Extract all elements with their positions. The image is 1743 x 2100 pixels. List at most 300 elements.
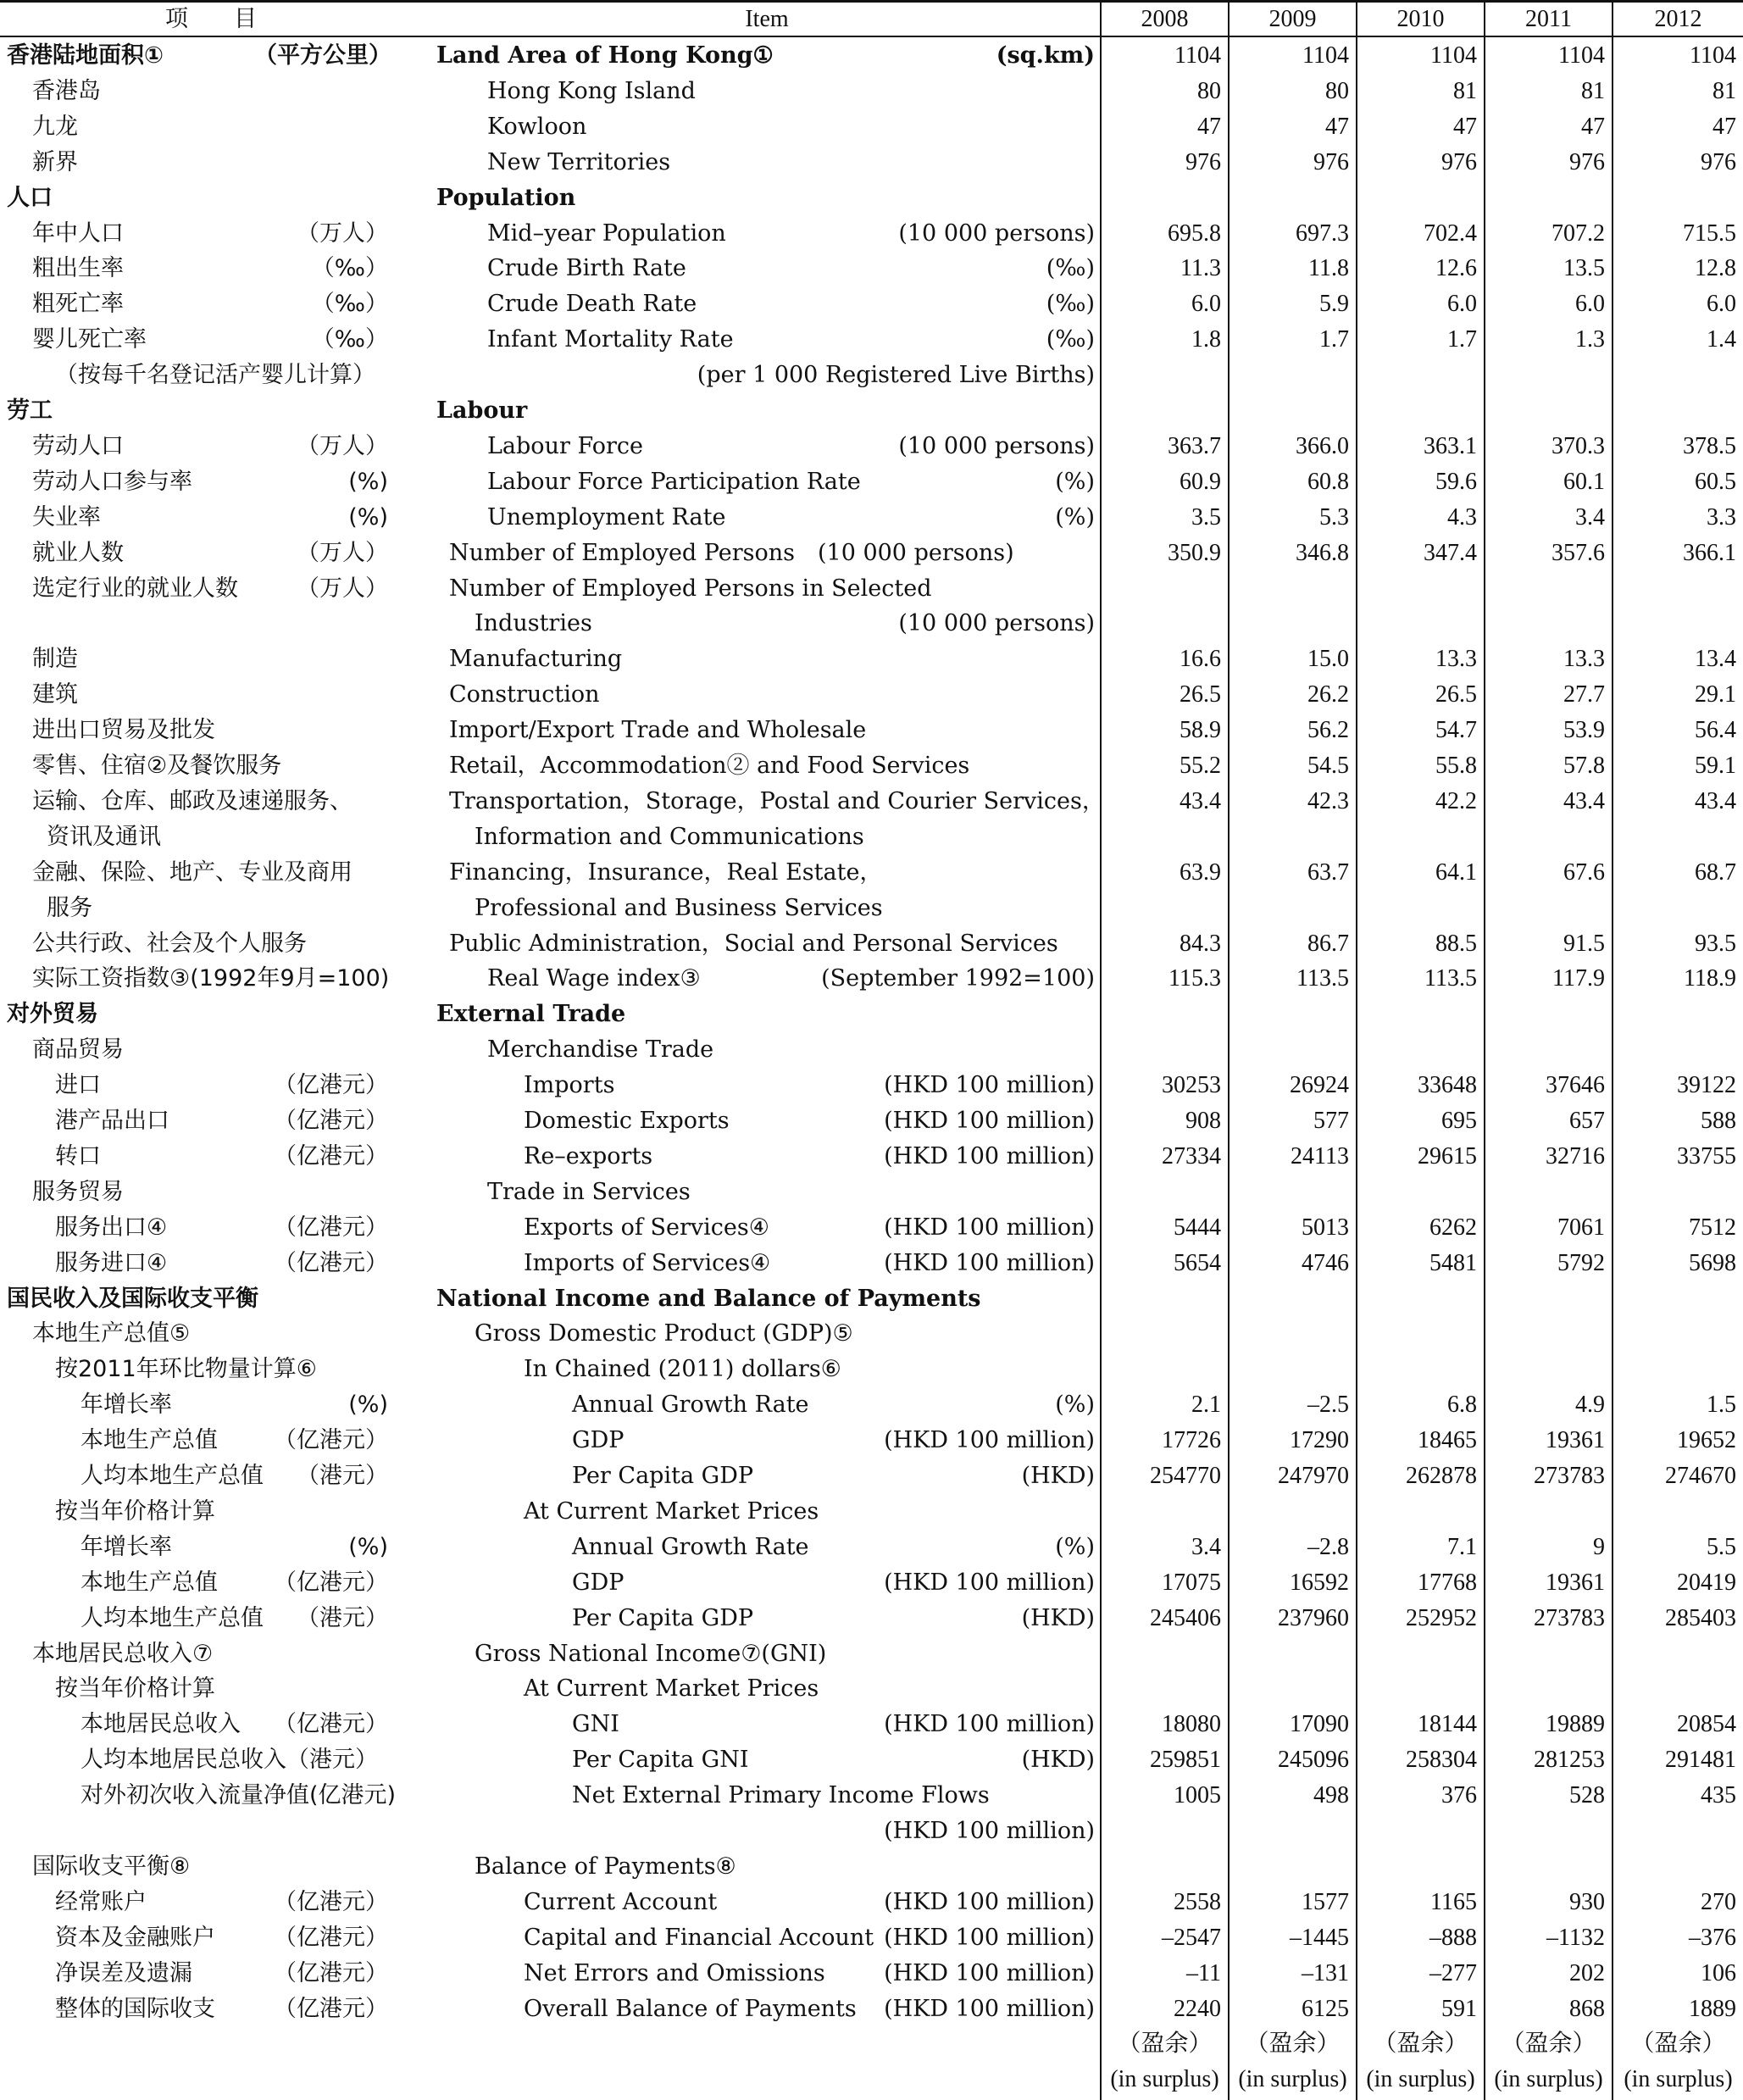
row-unit-en: (HKD 100 million)	[884, 1959, 1095, 1986]
row-value: 26.2	[1307, 681, 1349, 708]
row-label-zh: 港产品出口	[55, 1108, 169, 1134]
row-label-en: Labour Force	[487, 432, 643, 459]
row-label-en: Kowloon	[487, 113, 587, 140]
row-label-zh: 商品贸易	[32, 1036, 124, 1064]
row-value: （盈余）	[1630, 2031, 1726, 2058]
row-value: 695	[1441, 1108, 1477, 1134]
row-unit-zh: （亿港元）	[274, 1142, 388, 1169]
row-value: 350.9	[1168, 539, 1221, 566]
row-unit-en: (10 000 persons)	[898, 432, 1095, 459]
row-label-en: GNI	[572, 1711, 619, 1738]
row-label-en: Gross Domestic Product (GDP)⑤	[475, 1320, 853, 1347]
row-label-zh: 就业人数	[32, 539, 124, 566]
row-value: 258304	[1406, 1747, 1477, 1774]
row-value: 2558	[1174, 1888, 1221, 1915]
row-value: 2.1	[1191, 1392, 1221, 1419]
row-label-zh: 本地生产总值	[80, 1427, 218, 1454]
row-value: (in surplus)	[1494, 2066, 1603, 2093]
row-label-zh: 资本及金融账户	[55, 1924, 215, 1951]
row-value: –2.8	[1307, 1533, 1349, 1560]
row-label-en: Infant Mortality Rate	[487, 326, 734, 353]
row-value: 60.8	[1307, 468, 1349, 495]
row-value: 30253	[1162, 1072, 1221, 1099]
row-value: 16.6	[1180, 646, 1221, 673]
row-label-zh: 建筑	[32, 681, 78, 708]
row-unit-zh: （亿港元）	[274, 1959, 388, 1986]
table-row	[0, 1032, 1743, 1068]
row-label-zh: 按2011年环比物量计算⑥	[55, 1356, 317, 1383]
table-row	[0, 961, 1743, 997]
table-row	[0, 2062, 1743, 2097]
table-row	[0, 429, 1743, 464]
table-row	[0, 2026, 1743, 2062]
row-value: 4.9	[1575, 1392, 1605, 1419]
row-unit-en: (HKD 100 million)	[884, 1924, 1095, 1951]
row-label-en: Hong Kong Island	[487, 77, 696, 104]
row-value: (in surplus)	[1366, 2066, 1475, 2093]
row-value: 976	[1701, 148, 1736, 175]
row-unit-en: (10 000 persons)	[898, 610, 1095, 637]
header-year: 2012	[1654, 6, 1702, 32]
row-value: 4.3	[1447, 503, 1477, 531]
row-label-zh: 香港岛	[32, 77, 101, 104]
row-label-en: Crude Death Rate	[487, 291, 697, 318]
row-value: 26.5	[1435, 681, 1477, 708]
row-value: （盈余）	[1501, 2031, 1596, 2058]
row-label-en: Financing，Insurance，Real Estate，	[449, 858, 883, 886]
row-value: 3.4	[1191, 1533, 1221, 1560]
header-item-en: Item	[745, 6, 789, 32]
table-row	[0, 891, 1743, 926]
row-value: 245096	[1278, 1747, 1349, 1774]
row-value: 274670	[1665, 1463, 1736, 1489]
table-row	[0, 74, 1743, 109]
row-label-en: National Income and Balance of Payments	[436, 1285, 981, 1312]
row-value: 56.4	[1695, 717, 1736, 744]
row-label-zh: 进出口贸易及批发	[32, 717, 215, 744]
row-value: 270	[1701, 1888, 1736, 1915]
table-row	[0, 1246, 1743, 1281]
row-unit-en: (sq.km)	[996, 42, 1095, 69]
row-unit-zh: （亿港元）	[274, 1924, 388, 1951]
row-value: 273783	[1534, 1604, 1605, 1631]
row-value: 1.5	[1707, 1392, 1736, 1419]
table-row	[0, 1068, 1743, 1103]
header-year: 2011	[1525, 6, 1572, 32]
row-unit-zh: （平方公里）	[254, 42, 391, 69]
row-value: 86.7	[1307, 930, 1349, 957]
row-value: 5.3	[1319, 503, 1349, 531]
row-label-en: Crude Birth Rate	[487, 255, 686, 282]
row-label-en: Import/Export Trade and Wholesale	[449, 717, 867, 744]
row-label-zh: （按每千名登记活产婴儿计算）	[55, 362, 375, 389]
row-unit-en: (HKD)	[1021, 1604, 1095, 1631]
table-row	[0, 1210, 1743, 1246]
row-value: 32716	[1546, 1142, 1605, 1169]
row-label-zh: 人均本地生产总值	[80, 1604, 264, 1631]
table-row	[0, 1814, 1743, 1849]
row-value: 9	[1593, 1533, 1605, 1560]
row-value: 6.8	[1447, 1392, 1477, 1419]
row-value: 64.1	[1435, 858, 1477, 886]
row-unit-zh: （亿港元）	[274, 1249, 388, 1276]
row-value: 707.2	[1551, 219, 1605, 247]
row-value: 19652	[1677, 1427, 1736, 1454]
row-unit-zh: (%)	[348, 503, 388, 531]
row-value: 53.9	[1563, 717, 1605, 744]
row-value: 528	[1569, 1782, 1605, 1809]
table-row	[0, 997, 1743, 1032]
row-unit-en: (HKD 100 million)	[884, 1214, 1095, 1241]
row-label-en: Mid–year Population	[487, 219, 726, 247]
table-row	[0, 713, 1743, 748]
table-row	[0, 181, 1743, 216]
row-value: 17768	[1418, 1569, 1477, 1596]
row-value: 378.5	[1683, 432, 1736, 459]
row-value: 245406	[1150, 1604, 1221, 1631]
row-label-en: Net Errors and Omissions	[524, 1959, 825, 1986]
row-label-en: Re–exports	[524, 1142, 653, 1169]
row-label-zh: 香港陆地面积①	[7, 42, 164, 69]
row-value: 346.8	[1296, 539, 1349, 566]
row-value: 18080	[1162, 1711, 1221, 1738]
row-label-en: Retail，Accommodation② and Food Services	[449, 753, 970, 779]
table-row	[0, 642, 1743, 677]
row-label-zh: 年中人口	[32, 219, 124, 247]
row-label-zh: 服务贸易	[32, 1178, 124, 1205]
row-value: 58.9	[1180, 717, 1221, 744]
row-value: 237960	[1278, 1604, 1349, 1631]
row-value: –1445	[1290, 1924, 1349, 1951]
table-row	[0, 1530, 1743, 1565]
table-row	[0, 216, 1743, 252]
row-value: 1104	[1174, 42, 1221, 69]
row-value: 5.9	[1319, 291, 1349, 318]
row-value: 81	[1712, 77, 1736, 104]
table-row	[0, 784, 1743, 819]
table-row	[0, 358, 1743, 393]
row-unit-en: (%)	[1055, 503, 1095, 531]
row-unit-en: (HKD 100 million)	[884, 1072, 1095, 1099]
row-value: 115.3	[1168, 965, 1221, 992]
row-label-en: Current Account	[524, 1888, 718, 1915]
table-row	[0, 1423, 1743, 1458]
row-value: 591	[1441, 1995, 1477, 2022]
row-value: 56.2	[1307, 717, 1349, 744]
row-value: 252952	[1406, 1604, 1477, 1631]
row-value: 47	[1581, 113, 1605, 140]
row-unit-zh: （亿港元）	[274, 1108, 388, 1134]
row-value: 6.0	[1191, 291, 1221, 318]
table-row	[0, 1778, 1743, 1814]
row-value: 117.9	[1552, 965, 1605, 992]
row-value: –376	[1689, 1924, 1736, 1951]
row-value: 11.8	[1308, 255, 1349, 282]
table-row	[0, 1671, 1743, 1707]
row-value: 577	[1313, 1108, 1349, 1134]
row-value: 1.4	[1707, 326, 1736, 353]
row-unit-en: (%)	[1055, 468, 1095, 495]
table-row	[0, 1139, 1743, 1175]
row-unit-en: (%)	[1055, 1533, 1095, 1560]
row-label-en: At Current Market Prices	[524, 1497, 819, 1525]
row-unit-en: (HKD)	[1021, 1747, 1095, 1774]
row-value: 13.4	[1695, 646, 1736, 673]
table-row	[0, 500, 1743, 536]
row-value: 43.4	[1695, 787, 1736, 814]
row-label-zh: 选定行业的就业人数	[32, 575, 238, 602]
row-value: –277	[1429, 1959, 1477, 1986]
row-unit-en: (‰)	[1046, 326, 1095, 353]
table-row	[0, 1742, 1743, 1778]
row-value: 6.0	[1447, 291, 1477, 318]
row-value: 5444	[1174, 1214, 1221, 1241]
row-value: –2547	[1162, 1924, 1221, 1951]
row-label-en: Overall Balance of Payments	[524, 1995, 857, 2022]
row-label-zh: 国际收支平衡⑧	[32, 1853, 191, 1880]
table-row	[0, 677, 1743, 713]
row-label-en: Trade in Services	[487, 1178, 691, 1205]
row-value: 47	[1712, 113, 1736, 140]
table-row	[0, 286, 1743, 322]
row-unit-zh: (%)	[348, 1392, 388, 1419]
row-value: 6262	[1429, 1214, 1477, 1241]
row-label-en: Manufacturing	[449, 646, 623, 673]
row-unit-zh: （亿港元）	[274, 1214, 388, 1241]
row-value: 17290	[1290, 1427, 1349, 1454]
row-value: 43.4	[1563, 787, 1605, 814]
row-unit-en: (HKD 100 million)	[884, 1427, 1095, 1454]
row-value: 27334	[1162, 1142, 1221, 1169]
row-value: 42.3	[1307, 787, 1349, 814]
row-unit-zh: （亿港元）	[274, 1569, 388, 1596]
row-label-en: New Territories	[487, 148, 671, 175]
row-label-zh: 资讯及通讯	[47, 823, 161, 850]
row-label-zh: 经常账户	[55, 1888, 147, 1915]
table-row	[0, 1103, 1743, 1139]
header-year: 2009	[1268, 6, 1317, 32]
row-unit-zh: （亿港元）	[274, 1995, 388, 2022]
row-label-zh: 人口	[7, 184, 53, 211]
row-unit-zh: （万人）	[297, 575, 388, 602]
table-row	[0, 393, 1743, 429]
row-unit-en: (%)	[1055, 1392, 1095, 1419]
table-row	[0, 1565, 1743, 1601]
row-label-zh: 对外贸易	[7, 1001, 98, 1028]
row-value: 47	[1325, 113, 1349, 140]
table-row	[0, 1992, 1743, 2027]
row-unit-en: (HKD 100 million)	[884, 1142, 1095, 1169]
table-row	[0, 1707, 1743, 1742]
row-value: 285403	[1665, 1604, 1736, 1631]
table-row	[0, 1494, 1743, 1530]
table-row	[0, 1387, 1743, 1423]
row-label-en: Per Capita GDP	[572, 1604, 754, 1631]
row-value: 47	[1197, 113, 1221, 140]
row-value: 19361	[1546, 1427, 1605, 1454]
table-row	[0, 819, 1743, 855]
row-value: 5013	[1302, 1214, 1349, 1241]
row-value: 27.7	[1563, 681, 1605, 708]
row-value: 976	[1185, 148, 1221, 175]
row-unit-en: (HKD 100 million)	[884, 1888, 1095, 1915]
row-value: 370.3	[1551, 432, 1605, 459]
row-unit-zh: (%)	[348, 1533, 388, 1560]
row-label-en: Land Area of Hong Kong①	[436, 42, 774, 69]
row-label-zh: 国民收入及国际收支平衡	[7, 1285, 258, 1312]
row-unit-en: (‰)	[1046, 255, 1095, 282]
row-label-zh: 本地生产总值	[80, 1569, 218, 1596]
row-value: 113.5	[1296, 965, 1349, 992]
row-value: 43.4	[1180, 787, 1221, 814]
row-value: 3.5	[1191, 503, 1221, 531]
row-value: 113.5	[1424, 965, 1477, 992]
table-row	[0, 926, 1743, 962]
row-value: （盈余）	[1117, 2031, 1213, 2058]
table-row	[0, 1316, 1743, 1352]
row-value: 59.6	[1435, 468, 1477, 495]
row-unit-zh: （港元）	[297, 1604, 388, 1631]
row-label-en: Transportation，Storage，Postal and Courier Services，	[449, 787, 1105, 814]
row-value: 60.9	[1180, 468, 1221, 495]
table-row	[0, 571, 1743, 607]
row-value: 81	[1581, 77, 1605, 104]
row-value: 93.5	[1695, 930, 1736, 957]
row-unit-en: (HKD 100 million)	[884, 1108, 1095, 1134]
row-unit-zh: （万人）	[297, 432, 388, 459]
table-row	[0, 536, 1743, 571]
row-value: 357.6	[1551, 539, 1605, 566]
row-unit-zh: （港元）	[297, 1463, 388, 1489]
row-value: 29615	[1418, 1142, 1477, 1169]
row-value: 20854	[1677, 1711, 1736, 1738]
row-value: 347.4	[1424, 539, 1477, 566]
row-label-en: GDP	[572, 1427, 624, 1454]
table-row	[0, 145, 1743, 181]
row-value: 60.5	[1695, 468, 1736, 495]
row-unit-en: (HKD 100 million)	[884, 1995, 1095, 2022]
row-value: 118.9	[1684, 965, 1736, 992]
row-label-zh: 九龙	[32, 113, 78, 140]
row-value: 6.0	[1707, 291, 1736, 318]
row-value: 11.3	[1180, 255, 1221, 282]
row-value: 1.8	[1191, 326, 1221, 353]
row-unit-en: (per 1 000 Registered Live Births)	[697, 362, 1095, 389]
row-value: 84.3	[1180, 930, 1221, 957]
row-label-en: Information and Communications	[475, 823, 864, 850]
row-value: 7512	[1689, 1214, 1736, 1241]
table-row	[0, 1956, 1743, 1992]
row-label-zh: 整体的国际收支	[55, 1995, 215, 2022]
row-unit-zh: (%)	[348, 468, 388, 495]
row-value: 6.0	[1575, 291, 1605, 318]
row-label-zh: 公共行政、社会及个人服务	[32, 930, 307, 957]
row-value: 1005	[1174, 1782, 1221, 1809]
row-label-en: Net External Primary Income Flows	[572, 1782, 990, 1809]
row-value: (in surplus)	[1238, 2066, 1347, 2093]
table-row	[0, 1849, 1743, 1885]
row-value: 247970	[1278, 1463, 1349, 1489]
row-label-zh: 人均本地生产总值	[80, 1463, 264, 1489]
row-value: (in surplus)	[1624, 2066, 1733, 2093]
table-row	[0, 748, 1743, 784]
row-value: –888	[1429, 1924, 1477, 1951]
row-unit-zh: （亿港元）	[274, 1711, 388, 1738]
row-value: 254770	[1150, 1463, 1221, 1489]
row-label-en: Annual Growth Rate	[572, 1533, 809, 1560]
row-unit-zh: （亿港元）	[274, 1888, 388, 1915]
row-value: 91.5	[1563, 930, 1605, 957]
row-label-zh: 婴儿死亡率	[32, 326, 147, 353]
row-value: 55.8	[1435, 753, 1477, 779]
row-value: (in surplus)	[1110, 2066, 1219, 2093]
row-label-zh: 新界	[32, 148, 78, 175]
row-value: 435	[1701, 1782, 1736, 1809]
row-label-en: Unemployment Rate	[487, 503, 726, 531]
table-row	[0, 464, 1743, 500]
row-label-en: Labour Force Participation Rate	[487, 468, 861, 495]
row-value: 868	[1569, 1995, 1605, 2022]
row-value: 63.9	[1180, 858, 1221, 886]
row-label-zh: 年增长率	[80, 1392, 172, 1419]
table-row	[0, 38, 1743, 74]
row-value: 80	[1197, 77, 1221, 104]
row-value: 697.3	[1296, 219, 1349, 247]
table-row	[0, 1920, 1743, 1956]
row-value: 5.5	[1707, 1533, 1736, 1560]
row-value: 15.0	[1307, 646, 1349, 673]
row-value: 1104	[1690, 42, 1736, 69]
row-label-en: At Current Market Prices	[524, 1675, 819, 1703]
row-value: 18465	[1418, 1427, 1477, 1454]
row-label-en: Balance of Payments⑧	[475, 1853, 736, 1880]
row-unit-zh: （亿港元）	[274, 1072, 388, 1099]
row-value: 24113	[1291, 1142, 1349, 1169]
row-value: 702.4	[1424, 219, 1477, 247]
row-value: 18144	[1418, 1711, 1477, 1738]
table-row	[0, 855, 1743, 891]
row-value: 39122	[1677, 1072, 1736, 1099]
table-row	[0, 1281, 1743, 1317]
row-label-en: In Chained (2011) dollars⑥	[524, 1356, 841, 1383]
row-value: 88.5	[1435, 930, 1477, 957]
row-value: 3.4	[1575, 503, 1605, 531]
row-value: 363.7	[1168, 432, 1221, 459]
row-value: 588	[1701, 1108, 1736, 1134]
row-value: 976	[1441, 148, 1477, 175]
row-value: –131	[1302, 1959, 1349, 1986]
row-value: 54.5	[1307, 753, 1349, 779]
row-label-zh: 劳动人口参与率	[32, 468, 192, 495]
table-row	[0, 251, 1743, 286]
row-value: 930	[1569, 1888, 1605, 1915]
row-value: 5792	[1557, 1249, 1605, 1276]
row-label-en: Professional and Business Services	[475, 894, 883, 921]
row-value: 80	[1325, 77, 1349, 104]
table-row	[0, 1458, 1743, 1494]
row-value: 1104	[1302, 42, 1349, 69]
row-value: 291481	[1665, 1747, 1736, 1774]
row-value: 1104	[1558, 42, 1605, 69]
row-value: 7061	[1557, 1214, 1605, 1241]
row-value: 17090	[1290, 1711, 1349, 1738]
row-label-zh: 服务出口④	[55, 1214, 168, 1241]
row-label-zh: 本地居民总收入	[80, 1711, 241, 1738]
row-label-zh: 失业率	[32, 503, 101, 531]
row-value: 29.1	[1695, 681, 1736, 708]
header-year: 2010	[1396, 6, 1445, 32]
row-label-zh: 制造	[32, 646, 78, 673]
